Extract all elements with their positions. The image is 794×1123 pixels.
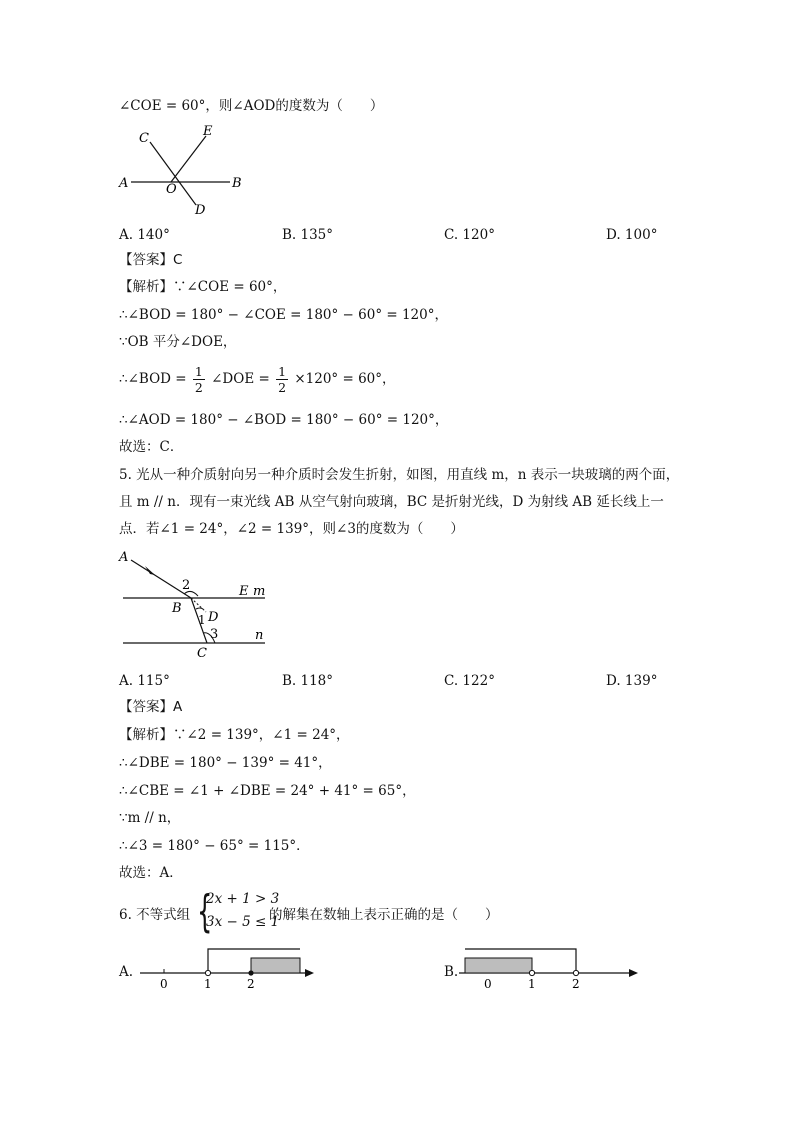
q4-option-c[interactable]: C. 120° — [444, 227, 495, 243]
q4-label-C: C — [139, 131, 149, 146]
q4-sol-l4-mid: ∠DOE = — [211, 371, 270, 387]
q5-label-C: C — [197, 646, 207, 661]
q5-stem: 且 m // n．现有一束光线 AB 从空气射向玻璃，BC 是折射光线，D 为射线 AB 延长线上一 — [119, 494, 664, 510]
q4-option-a[interactable]: A. 140° — [119, 227, 170, 243]
fraction-numerator: 1 — [194, 364, 203, 379]
q5-label-1: 1 — [198, 613, 206, 627]
q6-a-tick-1: 1 — [204, 977, 212, 991]
q5-option-b[interactable]: B. 118° — [282, 673, 334, 689]
q4-solution-line: 【解析】∵∠COE = 60°， — [119, 279, 287, 295]
q5-label-A: A — [119, 550, 129, 565]
q6-a-tick-0: 0 — [160, 977, 168, 991]
q5-stem: 点．若∠1 = 24°，∠2 = 139°，则∠3的度数为（ ） — [119, 521, 464, 537]
q5-solution-line: ∵m // n， — [119, 810, 181, 826]
q4-option-d[interactable]: D. 100° — [606, 227, 658, 243]
fraction-numerator: 1 — [278, 364, 287, 379]
q4-label-O: O — [166, 182, 177, 197]
fraction-denominator: 2 — [278, 380, 287, 395]
q6-b-tick-0: 0 — [484, 977, 492, 991]
q5-solution-line: ∴∠3 = 180° − 65° = 115°． — [119, 838, 310, 854]
q6-a-tick-2: 2 — [247, 977, 255, 991]
q4-answer: 【答案】C — [119, 252, 183, 268]
q6-inequality-1: 2x + 1 > 3 — [206, 891, 280, 907]
q6-label: 6. 不等式组 — [119, 907, 191, 923]
q4-label-D: D — [195, 203, 206, 218]
system-brace: { — [197, 886, 213, 937]
q4-label-E: E — [203, 124, 213, 139]
q5-option-d[interactable]: D. 139° — [606, 673, 658, 689]
q5-label-D: D — [208, 610, 219, 625]
fraction-denominator: 2 — [194, 380, 203, 395]
q6-inequality-2: 3x − 5 ≤ 1 — [206, 914, 280, 930]
q4-stem-tail: ∠COE = 60°，则∠AOD的度数为（ ） — [119, 98, 384, 114]
q4-solution-line: ∴∠BOD = 180° − ∠COE = 180° − 60° = 120°， — [119, 307, 448, 323]
q6-option-a-label[interactable]: A. — [119, 964, 134, 980]
q5-label-n: n — [255, 628, 264, 643]
q5-solution-line: ∴∠DBE = 180° − 139° = 41°， — [119, 755, 332, 771]
q4-label-B: B — [232, 176, 242, 191]
q5-label-3: 3 — [210, 627, 219, 642]
q5-solution-line: 【解析】∵∠2 = 139°，∠1 = 24°， — [119, 727, 350, 743]
q4-solution-line: ∴∠AOD = 180° − ∠BOD = 180° − 60° = 120°， — [119, 412, 449, 428]
q5-label-E: E — [239, 584, 249, 599]
q4-label-A: A — [119, 176, 129, 191]
q4-sol-l4-pre: ∴∠BOD = — [119, 371, 187, 387]
q5-option-a[interactable]: A. 115° — [119, 673, 170, 689]
q5-label-B: B — [172, 601, 182, 616]
q4-sol-l4-post: ×120° = 60°， — [294, 371, 396, 387]
q4-option-b[interactable]: B. 135° — [282, 227, 334, 243]
q5-stem: 5. 光从一种介质射向另一种介质时会发生折射，如图，用直线 m，n 表示一块玻璃的两个面， — [119, 467, 680, 483]
q4-solution-line: 故选：C． — [119, 439, 184, 455]
q5-option-c[interactable]: C. 122° — [444, 673, 495, 689]
q6-stem-tail: 的解集在数轴上表示正确的是（ ） — [269, 907, 499, 923]
q6-b-tick-2: 2 — [572, 977, 580, 991]
q6-b-tick-1: 1 — [528, 977, 536, 991]
q5-answer: 【答案】A — [119, 699, 183, 715]
q5-label-2: 2 — [182, 578, 191, 593]
q5-solution-line: 故选：A． — [119, 865, 183, 881]
q4-solution-line: ∵OB 平分∠DOE， — [119, 334, 237, 350]
q6-option-b-label[interactable]: B. — [444, 964, 459, 980]
q5-solution-line: ∴∠CBE = ∠1 + ∠DBE = 24° + 41° = 65°， — [119, 783, 416, 799]
q5-label-m: m — [253, 584, 266, 599]
